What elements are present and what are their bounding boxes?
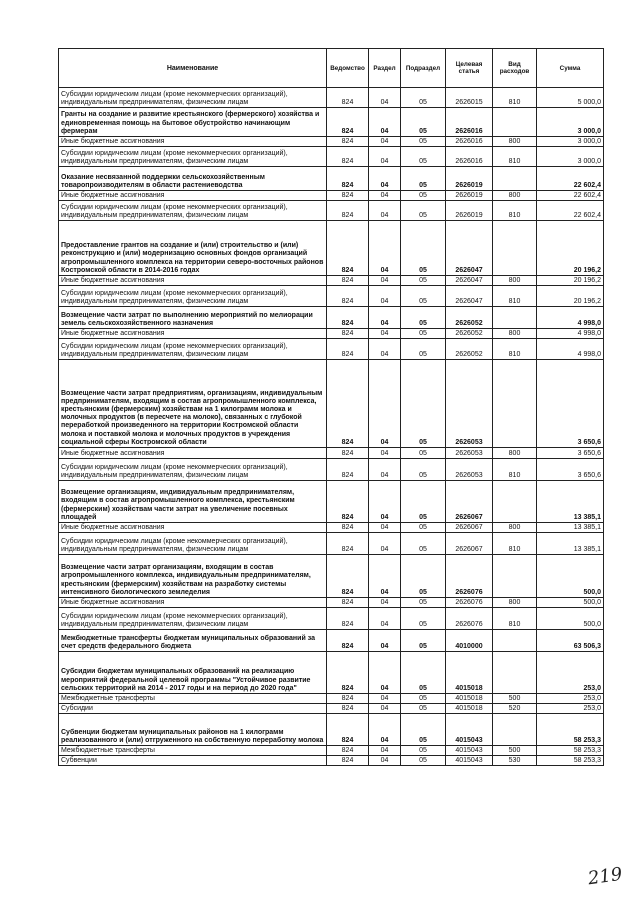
- cell-exp-type: 800: [493, 598, 537, 608]
- cell-section: 04: [369, 714, 401, 746]
- cell-sum: 22 602,4: [537, 201, 604, 221]
- cell-sum: 3 000,0: [537, 137, 604, 147]
- cell-target: 4015043: [446, 746, 493, 756]
- page-number: 219: [586, 863, 624, 890]
- table-row: [59, 704, 604, 714]
- cell-dept: 824: [327, 307, 369, 329]
- cell-exp-type: [493, 360, 537, 448]
- cell-exp-type: [493, 630, 537, 652]
- table-row: [59, 459, 604, 481]
- cell-dept: 824: [327, 746, 369, 756]
- cell-section: 04: [369, 448, 401, 459]
- table-row: [59, 286, 604, 307]
- cell-subsection: 05: [401, 481, 446, 523]
- cell-subsection: 05: [401, 694, 446, 704]
- cell-name: Иные бюджетные ассигнования: [59, 329, 327, 339]
- cell-target: 2626052: [446, 339, 493, 360]
- cell-target: 2626053: [446, 360, 493, 448]
- cell-sum: 3 650,6: [537, 459, 604, 481]
- cell-name: Возмещение части затрат по выполнению мероприятий по мелиорации земель сельскохозяйственного назначения: [59, 307, 327, 329]
- table-row: [59, 694, 604, 704]
- table-row: [59, 746, 604, 756]
- cell-target: 2626019: [446, 191, 493, 201]
- cell-dept: 824: [327, 756, 369, 766]
- table-row: [59, 360, 604, 448]
- cell-section: 04: [369, 555, 401, 598]
- cell-subsection: 05: [401, 533, 446, 555]
- cell-exp-type: [493, 481, 537, 523]
- cell-name: Субсидии юридическим лицам (кроме некоммерческих организаций), индивидуальным предпринимателям, физическим лицам: [59, 286, 327, 307]
- cell-dept: 824: [327, 137, 369, 147]
- cell-sum: 500,0: [537, 598, 604, 608]
- cell-exp-type: 800: [493, 523, 537, 533]
- cell-sum: 13 385,1: [537, 533, 604, 555]
- cell-exp-type: 810: [493, 459, 537, 481]
- table-row: [59, 307, 604, 329]
- cell-subsection: 05: [401, 608, 446, 630]
- cell-name: Субвенции бюджетам муниципальных районов на 1 килограмм реализованного и (или) отгруженного на собственную переработку молока: [59, 714, 327, 746]
- cell-dept: 824: [327, 108, 369, 137]
- cell-target: 2626047: [446, 221, 493, 276]
- cell-dept: 824: [327, 276, 369, 286]
- cell-dept: 824: [327, 448, 369, 459]
- cell-subsection: 05: [401, 191, 446, 201]
- cell-section: 04: [369, 630, 401, 652]
- cell-target: 2626047: [446, 276, 493, 286]
- cell-dept: 824: [327, 598, 369, 608]
- cell-subsection: 05: [401, 201, 446, 221]
- cell-target: 2626016: [446, 147, 493, 167]
- table-row: [59, 137, 604, 147]
- cell-name: Возмещение части затрат предприятиям, организациям, индивидуальным предпринимателям, входящим в состав агропромышленного комплекса, крестьянским (фермерским) хозяйствам на 1 килограмм молока и молочных продуктов (в пересчете на молоко), связанных с глубокой переработкой произведенного на территории Костромской области молока и поставкой молока и молочных продуктов в учреждения социальной сферы Костромской области: [59, 360, 327, 448]
- cell-sum: 4 998,0: [537, 339, 604, 360]
- cell-target: 4015018: [446, 652, 493, 694]
- cell-sum: 13 385,1: [537, 523, 604, 533]
- cell-section: 04: [369, 652, 401, 694]
- cell-section: 04: [369, 307, 401, 329]
- cell-sum: 500,0: [537, 608, 604, 630]
- cell-exp-type: [493, 555, 537, 598]
- cell-name: Субсидии юридическим лицам (кроме некоммерческих организаций), индивидуальным предпринимателям, физическим лицам: [59, 88, 327, 108]
- cell-subsection: 05: [401, 704, 446, 714]
- cell-target: 2626019: [446, 201, 493, 221]
- cell-dept: 824: [327, 630, 369, 652]
- cell-section: 04: [369, 459, 401, 481]
- cell-target: 4015043: [446, 756, 493, 766]
- table-row: [59, 329, 604, 339]
- cell-subsection: 05: [401, 598, 446, 608]
- cell-section: 04: [369, 191, 401, 201]
- cell-sum: 253,0: [537, 704, 604, 714]
- table-row: [59, 598, 604, 608]
- cell-target: 4015018: [446, 694, 493, 704]
- cell-exp-type: 810: [493, 147, 537, 167]
- header-sum: Сумма: [537, 49, 604, 88]
- table-row: [59, 533, 604, 555]
- cell-dept: 824: [327, 221, 369, 276]
- cell-name: Иные бюджетные ассигнования: [59, 137, 327, 147]
- cell-dept: 824: [327, 339, 369, 360]
- cell-section: 04: [369, 147, 401, 167]
- table-row: [59, 201, 604, 221]
- cell-sum: 22 602,4: [537, 167, 604, 191]
- table-row: [59, 523, 604, 533]
- cell-target: 2626076: [446, 608, 493, 630]
- cell-dept: 824: [327, 201, 369, 221]
- cell-dept: 824: [327, 704, 369, 714]
- cell-name: Иные бюджетные ассигнования: [59, 276, 327, 286]
- cell-name: Субсидии юридическим лицам (кроме некоммерческих организаций), индивидуальным предпринимателям, физическим лицам: [59, 201, 327, 221]
- cell-name: Межбюджетные трансферты: [59, 746, 327, 756]
- table-row: [59, 630, 604, 652]
- cell-target: 2626016: [446, 137, 493, 147]
- cell-exp-type: 530: [493, 756, 537, 766]
- cell-subsection: 05: [401, 307, 446, 329]
- cell-name: Возмещение части затрат организациям, входящим в состав агропромышленного комплекса, индивидуальным предпринимателям, крестьянским (фермерским) хозяйствам на разработку системы интенсивного биологического земледелия: [59, 555, 327, 598]
- cell-sum: 500,0: [537, 555, 604, 598]
- header-exp-type: Вид расходов: [493, 49, 537, 88]
- cell-target: 2626067: [446, 481, 493, 523]
- cell-name: Межбюджетные трансферты бюджетам муниципальных образований за счет средств федерального бюджета: [59, 630, 327, 652]
- table-row: [59, 191, 604, 201]
- table-row: [59, 339, 604, 360]
- cell-subsection: 05: [401, 630, 446, 652]
- cell-exp-type: 500: [493, 694, 537, 704]
- cell-name: Межбюджетные трансферты: [59, 694, 327, 704]
- cell-subsection: 05: [401, 329, 446, 339]
- cell-exp-type: [493, 167, 537, 191]
- cell-dept: 824: [327, 459, 369, 481]
- cell-dept: 824: [327, 523, 369, 533]
- cell-section: 04: [369, 108, 401, 137]
- cell-section: 04: [369, 276, 401, 286]
- cell-dept: 824: [327, 652, 369, 694]
- table-row: [59, 108, 604, 137]
- header-target: Целевая статья: [446, 49, 493, 88]
- cell-section: 04: [369, 329, 401, 339]
- cell-target: 2626052: [446, 329, 493, 339]
- cell-exp-type: 520: [493, 704, 537, 714]
- cell-subsection: 05: [401, 276, 446, 286]
- cell-target: 4015043: [446, 714, 493, 746]
- cell-dept: 824: [327, 360, 369, 448]
- cell-exp-type: 810: [493, 608, 537, 630]
- cell-sum: 22 602,4: [537, 191, 604, 201]
- cell-sum: 3 000,0: [537, 108, 604, 137]
- cell-section: 04: [369, 746, 401, 756]
- cell-subsection: 05: [401, 459, 446, 481]
- cell-sum: 58 253,3: [537, 756, 604, 766]
- cell-sum: 3 650,6: [537, 360, 604, 448]
- cell-section: 04: [369, 286, 401, 307]
- cell-name: Иные бюджетные ассигнования: [59, 448, 327, 459]
- cell-sum: 20 196,2: [537, 276, 604, 286]
- cell-name: Субвенции: [59, 756, 327, 766]
- cell-name: Субсидии юридическим лицам (кроме некоммерческих организаций), индивидуальным предпринимателям, физическим лицам: [59, 339, 327, 360]
- cell-section: 04: [369, 221, 401, 276]
- cell-exp-type: 800: [493, 448, 537, 459]
- cell-subsection: 05: [401, 147, 446, 167]
- table-row: [59, 448, 604, 459]
- cell-section: 04: [369, 608, 401, 630]
- table-row: [59, 714, 604, 746]
- cell-dept: 824: [327, 329, 369, 339]
- cell-sum: 63 506,3: [537, 630, 604, 652]
- cell-dept: 824: [327, 286, 369, 307]
- cell-subsection: 05: [401, 137, 446, 147]
- cell-subsection: 05: [401, 167, 446, 191]
- cell-exp-type: 800: [493, 137, 537, 147]
- cell-exp-type: 500: [493, 746, 537, 756]
- cell-exp-type: 810: [493, 533, 537, 555]
- cell-dept: 824: [327, 481, 369, 523]
- cell-subsection: 05: [401, 448, 446, 459]
- cell-dept: 824: [327, 694, 369, 704]
- cell-exp-type: [493, 714, 537, 746]
- cell-target: 4010000: [446, 630, 493, 652]
- cell-target: 2626067: [446, 533, 493, 555]
- cell-exp-type: 810: [493, 201, 537, 221]
- cell-section: 04: [369, 598, 401, 608]
- table-row: [59, 652, 604, 694]
- cell-dept: 824: [327, 167, 369, 191]
- cell-subsection: 05: [401, 523, 446, 533]
- cell-target: 2626052: [446, 307, 493, 329]
- cell-name: Субсидии юридическим лицам (кроме некоммерческих организаций), индивидуальным предпринимателям, физическим лицам: [59, 459, 327, 481]
- cell-target: 4015018: [446, 704, 493, 714]
- cell-name: Субсидии юридическим лицам (кроме некоммерческих организаций), индивидуальным предпринимателям, физическим лицам: [59, 608, 327, 630]
- cell-sum: 4 998,0: [537, 329, 604, 339]
- cell-sum: 58 253,3: [537, 714, 604, 746]
- cell-target: 2626015: [446, 88, 493, 108]
- cell-exp-type: 810: [493, 286, 537, 307]
- cell-sum: 13 385,1: [537, 481, 604, 523]
- cell-name: Иные бюджетные ассигнования: [59, 598, 327, 608]
- table-row: [59, 756, 604, 766]
- cell-subsection: 05: [401, 652, 446, 694]
- cell-subsection: 05: [401, 286, 446, 307]
- table-row: [59, 555, 604, 598]
- cell-dept: 824: [327, 88, 369, 108]
- cell-exp-type: 810: [493, 339, 537, 360]
- budget-table: [58, 48, 604, 766]
- cell-sum: 5 000,0: [537, 88, 604, 108]
- cell-sum: 3 650,6: [537, 448, 604, 459]
- cell-target: 2626053: [446, 448, 493, 459]
- cell-subsection: 05: [401, 339, 446, 360]
- cell-name: Гранты на создание и развитие крестьянского (фермерского) хозяйства и единовременная помощь на бытовое обустройство начинающим фермерам: [59, 108, 327, 137]
- table-row: [59, 608, 604, 630]
- cell-sum: 253,0: [537, 694, 604, 704]
- header-subsection: Подраздел: [401, 49, 446, 88]
- cell-subsection: 05: [401, 714, 446, 746]
- cell-section: 04: [369, 167, 401, 191]
- cell-dept: 824: [327, 191, 369, 201]
- cell-section: 04: [369, 756, 401, 766]
- cell-name: Субсидии юридическим лицам (кроме некоммерческих организаций), индивидуальным предпринимателям, физическим лицам: [59, 147, 327, 167]
- cell-section: 04: [369, 339, 401, 360]
- cell-subsection: 05: [401, 221, 446, 276]
- cell-exp-type: 800: [493, 191, 537, 201]
- cell-target: 2626016: [446, 108, 493, 137]
- table-row: [59, 221, 604, 276]
- cell-name: Субсидии юридическим лицам (кроме некоммерческих организаций), индивидуальным предпринимателям, физическим лицам: [59, 533, 327, 555]
- cell-section: 04: [369, 523, 401, 533]
- table-row: [59, 167, 604, 191]
- cell-exp-type: [493, 652, 537, 694]
- cell-subsection: 05: [401, 746, 446, 756]
- cell-subsection: 05: [401, 360, 446, 448]
- cell-section: 04: [369, 88, 401, 108]
- header-dept: Ведомство: [327, 49, 369, 88]
- cell-subsection: 05: [401, 88, 446, 108]
- cell-name: Оказание несвязанной поддержки сельскохозяйственным товаропроизводителям в области растениеводства: [59, 167, 327, 191]
- cell-exp-type: [493, 108, 537, 137]
- cell-exp-type: [493, 221, 537, 276]
- cell-sum: 58 253,3: [537, 746, 604, 756]
- table-row: [59, 147, 604, 167]
- cell-section: 04: [369, 137, 401, 147]
- cell-target: 2626047: [446, 286, 493, 307]
- cell-sum: 3 000,0: [537, 147, 604, 167]
- cell-subsection: 05: [401, 756, 446, 766]
- table-row: [59, 481, 604, 523]
- cell-name: Субсидии: [59, 704, 327, 714]
- table-row: [59, 88, 604, 108]
- cell-section: 04: [369, 533, 401, 555]
- cell-sum: 20 196,2: [537, 221, 604, 276]
- cell-dept: 824: [327, 714, 369, 746]
- cell-exp-type: 800: [493, 276, 537, 286]
- cell-section: 04: [369, 481, 401, 523]
- cell-target: 2626076: [446, 555, 493, 598]
- cell-name: Иные бюджетные ассигнования: [59, 523, 327, 533]
- cell-dept: 824: [327, 147, 369, 167]
- cell-section: 04: [369, 704, 401, 714]
- header-section: Раздел: [369, 49, 401, 88]
- cell-section: 04: [369, 360, 401, 448]
- cell-target: 2626067: [446, 523, 493, 533]
- cell-name: Субсидии бюджетам муниципальных образований на реализацию мероприятий федеральной целевой программы "Устойчивое развитие сельских территорий на 2014 - 2017 годы и на период до 2020 года": [59, 652, 327, 694]
- cell-exp-type: 800: [493, 329, 537, 339]
- cell-subsection: 05: [401, 108, 446, 137]
- cell-dept: 824: [327, 608, 369, 630]
- table-body: [59, 88, 604, 766]
- cell-section: 04: [369, 201, 401, 221]
- cell-subsection: 05: [401, 555, 446, 598]
- cell-dept: 824: [327, 533, 369, 555]
- cell-name: Иные бюджетные ассигнования: [59, 191, 327, 201]
- cell-target: 2626076: [446, 598, 493, 608]
- cell-sum: 4 998,0: [537, 307, 604, 329]
- cell-exp-type: [493, 307, 537, 329]
- table-row: [59, 276, 604, 286]
- header-name: Наименование: [59, 49, 327, 88]
- cell-target: 2626019: [446, 167, 493, 191]
- cell-section: 04: [369, 694, 401, 704]
- cell-target: 2626053: [446, 459, 493, 481]
- cell-dept: 824: [327, 555, 369, 598]
- cell-name: Возмещение организациям, индивидуальным предпринимателям, входящим в состав агропромышленного комплекса, крестьянским (фермерским) хозяйствам части затрат на увеличение посевных площадей: [59, 481, 327, 523]
- cell-sum: 253,0: [537, 652, 604, 694]
- cell-sum: 20 196,2: [537, 286, 604, 307]
- table-header-row: [59, 49, 604, 88]
- cell-exp-type: 810: [493, 88, 537, 108]
- cell-name: Предоставление грантов на создание и (или) строительство и (или) реконструкцию и (или) модернизацию основных фондов организаций агропромышленного комплекса на территории северо-восточных районов Костромской области в 2014-2016 годах: [59, 221, 327, 276]
